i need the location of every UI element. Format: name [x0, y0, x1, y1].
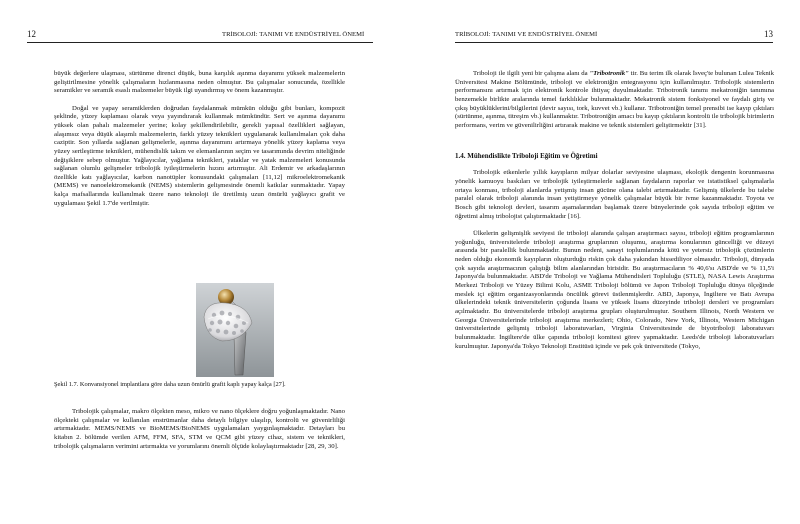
figure-caption: Şekil 1.7. Konvansiyonel implantlara göre daha uzun ömürlü grafit kaplı yapay kalça [27].: [54, 381, 286, 388]
page-number: 13: [764, 29, 774, 39]
section-heading: 1.4. Mühendislikte Triboloji Eğitim ve Öğretimi: [455, 152, 598, 161]
header-rule: [27, 42, 373, 43]
left-body-bottom: [54, 408, 345, 451]
paragraph: Ülkelerin gelişmişlik seviyesi ile triboloji alanında çalışan araştırmacı sayısı, triboloji eğitim programlarının yoğunluğu, üniversitelerde triboloji araştırma gruplarının oluşumu, araştırma konularının güncelliği ve düzeyi arasında bir paralellik bulunmaktadır. Bunun nedeni, sanayi toplumlarında kötü ve yetersiz tribolojik çözümlerin neden olduğu ekonomik kayıpların oluşturduğu riskin çok daha yakından hissediliyor olmasıdır. Triboloji, dünyada çok sayıda araştırmacının çalıştığı bilim alanlarından birisidir. Bu araştırmacıların % 40,6'sı ABD'de ve % 11,5'i Japonya'da bulunmaktadır. ABD'de Triboloji ve Yağlama Mühendisleri Topluluğu (STLE), NASA Lewis Araştırma Merkezi Triboloji ve Yüzey Bilimi Kolu, ASME Triboloji bölümü ve Japon Triboloji Topluluğu dünya ölçeğinde meslek içi eğitim organizasyonlarında öncülük görevi üstlenmişlerdir. ABD, Japonya, İngiltere ve Batı Avrupa ülkelerindeki teknik üniversitelerin çoğunda lisans ve yüksek lisans düzeyinde triboloji dersleri ve programları açılmaktadır. Bu üniversitelerde triboloji araştırma grupları oluşturulmuştur. Southern Illinois, North Western ve Georgia Üniversitelerinde triboloji araştırma merkezleri; Ohio, Colorado, New York, Illinois, Western Michigan üniversitelerinde gelişmiş triboloji laboratuvarları, Virginia Üniversitesinde de biyotriboloji laboratuvarı bulunmaktadır. İngiltere'de ülke çapında triboloji komitesi görev yapmaktadır. Leeds'de triboloji laboratuvarları kurulmuştur. Japonya'da Tokyo Teknoloji Enstitüsü içinde ve pek çok üniversitede (Tokyo,: [455, 229, 774, 350]
header-rule: [455, 42, 773, 43]
paragraph: büyük değerlere ulaşması, sürtünme direnci düşük, buna karşılık aşınma dayanımı yüksek malzemelerin geliştirilmesine yönelik çalışmaların hızlanmasına neden olmuştur. Bu çalışmalar sonucunda, özellikle seramikler ve seramik esaslı malzemeler büyük ilgi uyandırmış ve önem kazanmıştır.: [54, 70, 345, 95]
paragraph: Tribolojik etkenlerle yıllık kayıpların milyar dolarlar seviyesine ulaşması, ekolojik dengenin korunmasına yönelik kamuoyu baskıları ve tribolojik iyileştirmelerle sağlanan faydaların raporlar ve istatistiksel çalışmalarla ortaya konması, triboloji alanlarda yetişmiş insan gücüne olana talebi artırmaktadır. Gelişmiş ülkelerde bu talebe paralel olarak triboloji alanında insan yetiştirmeye yönelik çalışmalar büyük bir ivme kazanmaktadır. Toyota ve Bosch gibi teknoloji devleri, tasarım aşamalarından başlamak üzere bünyelerinde çok sayıda triboloji eğitim ve öğretimi almış tribolojist çalıştırmaktadır [16].: [455, 169, 774, 220]
right-body: [455, 70, 774, 351]
artificial-hip-implant-photo: [196, 283, 274, 377]
paragraph: Tribolojik çalışmalar, makro ölçekten meso, mikro ve nano ölçeklere doğru yoğunlaşmaktadır. Nano ölçekteki çalışmalar ve kullanılan enstrümanlar daha detaylı bilgiye ulaşılıp, kontrolü ve güvenirliliği artırmaktadır. MEMS/NEMS ve BioMEMS/BioNEMS uygulamaları yaygınlaşmaktadır. Detayları bu kitabın 2. bölümde verilen AFM, FFM, SFA, STM ve QCM gibi yüzey cihaz, sistem ve teknikleri, tribolojik çalışmaların verimini artırmakta ve yorumlarını önemli ölçüde kolaylaştırmaktadır [28, 29, 30].: [54, 408, 345, 450]
running-header: TRİBOLOJİ: TANIMI VE ENDÜSTRİYEL ÖNEMİ: [455, 31, 598, 38]
running-header: TRİBOLOJİ: TANIMI VE ENDÜSTRİYEL ÖNEMİ: [222, 31, 365, 38]
right-page: [400, 0, 800, 524]
intro-paragraph: Triboloji ile ilgili yeni bir çalışma alanı da "Tribotronik" tir. Bu terim ilk olarak İsveç'te bulunan Lulea Teknik Üniversitesi Makine Bölümünde, triboloji ve elektroniğin entegrasyonu için kullanılmıştır. Tribolojik sistemlerin performansını artırmak için elektronik kontrole ihtiyaç duyulmaktadır. Tribotronik tanımı mekatroniğin tanımına benzemekle birlikte aralarında temel farklılıklar bulunmaktadır. Mekatronik sistem fonksiyonel ve faydalı giriş ve çıkış büyüklüklerini/bilgilerini (devir sayısı, tork, kuvvet vb.) kullanır. Tribotroniğin temel prensibi ise kayıp çıktıları (sürtünme, aşınma, titreşim vb.) kullanmaktır. Tribotroniğin amacı bu kayıp çıktıların kontrolü ile tribolojik birimlerin performans, verim ve güvenilirliğini artırarak makine ve teknik sistemleri geliştirmektir [31].: [455, 70, 774, 129]
tribotronik-term: "Tribotronik": [589, 70, 629, 77]
paragraph: Doğal ve yapay seramiklerden doğrudan faydalanmak mümkün olduğu gibi bunları, kompozit şeklinde, yüzey kaplaması olarak veya yayındırarak kullanmak mümkündür. Sert ve aşınma dayanımı yüksek olan pahalı malzemeler yerine; kolay şekillendirilebilir, gerekli yapısal özellikleri sağlayan, alaşımsız veya düşük alaşımlı malzemelerin, farklı yüzey teknikleri uygulanarak kullanılmaları çok daha caziptir. Son yıllarda sağlanan gelişmelerle, aşınma dayanımını artırmaya yönelik yüzey kaplama veya yüzey sertleştirme teknikleri, mühendislik takım ve elemanlarının seçim ve tasarımında devrim niteliğinde değişiklere sebep olmuştur. Yağlayıcılar, yağlama teknikleri, yataklar ve yatak malzemeleri konusunda sağlanan olumlu gelişmeler tribolojik iyileştirmelerin hızını artırmıştır. Ali Erdemir ve arkadaşlarının özellikle katı yağlayıcılar, karbon nanotüpler konusundaki çalışmaları [11,12] mikroelektromekanik (MEMS) ve nanoelektromekanik (NEMS) sistemlerin gelişmesinde önemli katkılar sunmaktadır. Yapay kalça mafsallarında kullanılmak üzere nano teknoloji ile üretilmiş uzun ömürlü yağlayıcı grafit ve uygulaması Şekil 1.7'de verilmiştir.: [54, 104, 345, 207]
page-number: 12: [27, 29, 37, 39]
left-body-top: [54, 70, 345, 208]
